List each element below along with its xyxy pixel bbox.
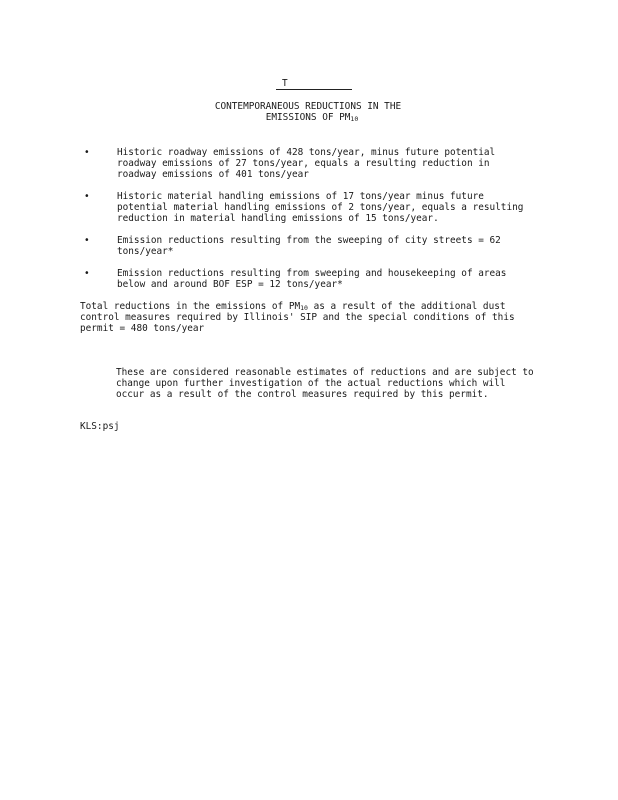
list-item xyxy=(80,191,530,224)
list-item-text: Historic roadway emissions of 428 tons/year, minus future potential roadway emissions of 27 tons/year, equals a resulting reduction in roadway emissions of 401 tons/year xyxy=(117,147,496,180)
title-subscript: 10 xyxy=(350,115,359,123)
bullet-icon: • xyxy=(84,191,90,202)
title-line-2 xyxy=(6,112,618,123)
total-subscript: 10 xyxy=(300,304,308,312)
list-item-text: Emission reductions resulting from the sweeping of city streets = 62 tons/year* xyxy=(117,235,501,257)
total-prefix: Total reductions in the emissions of PM xyxy=(80,301,301,312)
total-suffix: as a result of the additional dust control measures required by Illinois' SIP and the special conditions of this permit = 480 tons/year xyxy=(80,301,515,334)
bullet-icon: • xyxy=(84,235,90,246)
list-item xyxy=(80,147,530,180)
bullet-icon: • xyxy=(84,147,90,158)
total-reductions-paragraph xyxy=(80,301,540,334)
list-item-text: Emission reductions resulting from sweeping and housekeeping of areas below and around BOF ESP = 12 tons/year* xyxy=(117,268,507,290)
document-title xyxy=(0,101,618,123)
list-item xyxy=(80,235,530,257)
title-line-2-text: EMISSIONS OF PM xyxy=(265,112,351,123)
list-item-text: Historic material handling emissions of 17 tons/year minus future potential material handling emissions of 2 tons/year, equals a resulting reduction in material handling emissions of 15 tons/year. xyxy=(117,191,524,224)
reduction-list xyxy=(80,147,530,301)
estimate-note: These are considered reasonable estimates of reductions and are subject to change upon further investigation of the actual reductions which will occur as a result of the control measures required by this permit. xyxy=(116,367,534,400)
author-initials: KLS:psj xyxy=(80,421,120,432)
title-line-1: CONTEMPORANEOUS REDUCTIONS IN THE xyxy=(214,101,402,112)
list-item xyxy=(80,268,530,290)
bullet-icon: • xyxy=(84,268,90,279)
header-mark: T xyxy=(276,79,352,90)
